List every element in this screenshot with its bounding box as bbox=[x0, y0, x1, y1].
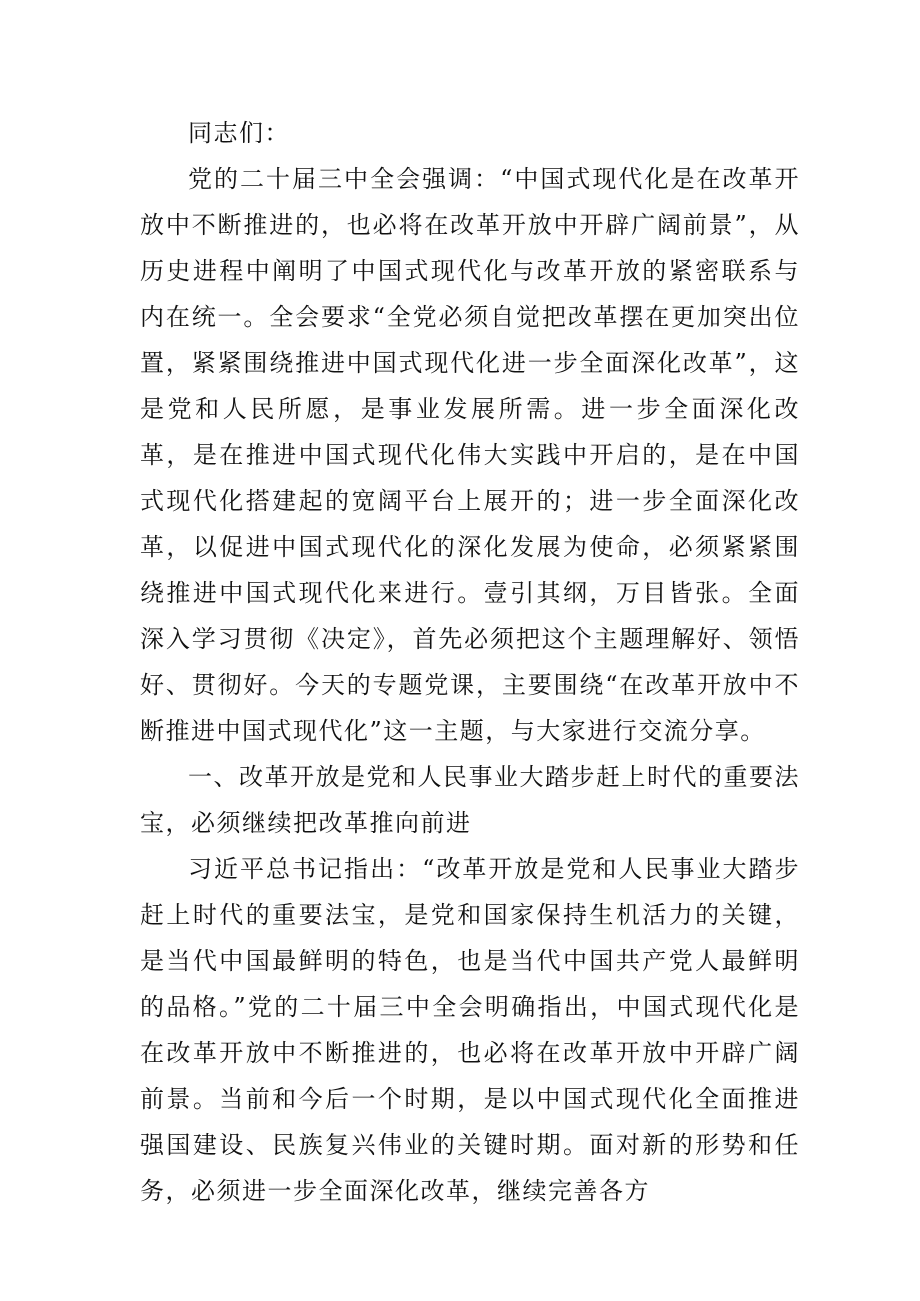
section-one-body-paragraph: 习近平总书记指出：“改革开放是党和人民事业大踏步赶上时代的重要法宝，是党和国家保持生机活力的关键，是当代中国最鲜明的特色，也是当代中国共产党人最鲜明的品格。”党的二十届三中全会明确指出，中国式现代化是在改革开放中不断推进的，也必将在改革开放中开辟广阔前景。当前和今后一个时期，是以中国式现代化全面推进强国建设、民族复兴伟业的关键时期。面对新的形势和任务，必须进一步全面深化改革，继续完善各方 bbox=[140, 855, 800, 1205]
section-one-heading: 一、改革开放是党和人民事业大踏步赶上时代的重要法宝，必须继续把改革推向前进 bbox=[140, 763, 800, 837]
salutation-paragraph: 同志们： bbox=[188, 119, 290, 147]
intro-paragraph: 党的二十届三中全会强调：“中国式现代化是在改革开放中不断推进的，也必将在改革开放中开辟广阔前景”，从历史进程中阐明了中国式现代化与改革开放的紧密联系与内在统一。全会要求“全党必须自觉把改革摆在更加突出位置，紧紧围绕推进中国式现代化进一步全面深化改革”，这是党和人民所愿，是事业发展所需。进一步全面深化改革，是在推进中国式现代化伟大实践中开启的，是在中国式现代化搭建起的宽阔平台上展开的；进一步全面深化改革，以促进中国式现代化的深化发展为使命，必须紧紧围绕推进中国式现代化来进行。壹引其纲，万目皆张。全面深入学习贯彻《决定》，首先必须把这个主题理解好、领悟好、贯彻好。今天的专题党课，主要围绕“在改革开放中不断推进中国式现代化”这一主题，与大家进行交流分享。 bbox=[140, 165, 800, 745]
document-body bbox=[140, 110, 800, 1214]
